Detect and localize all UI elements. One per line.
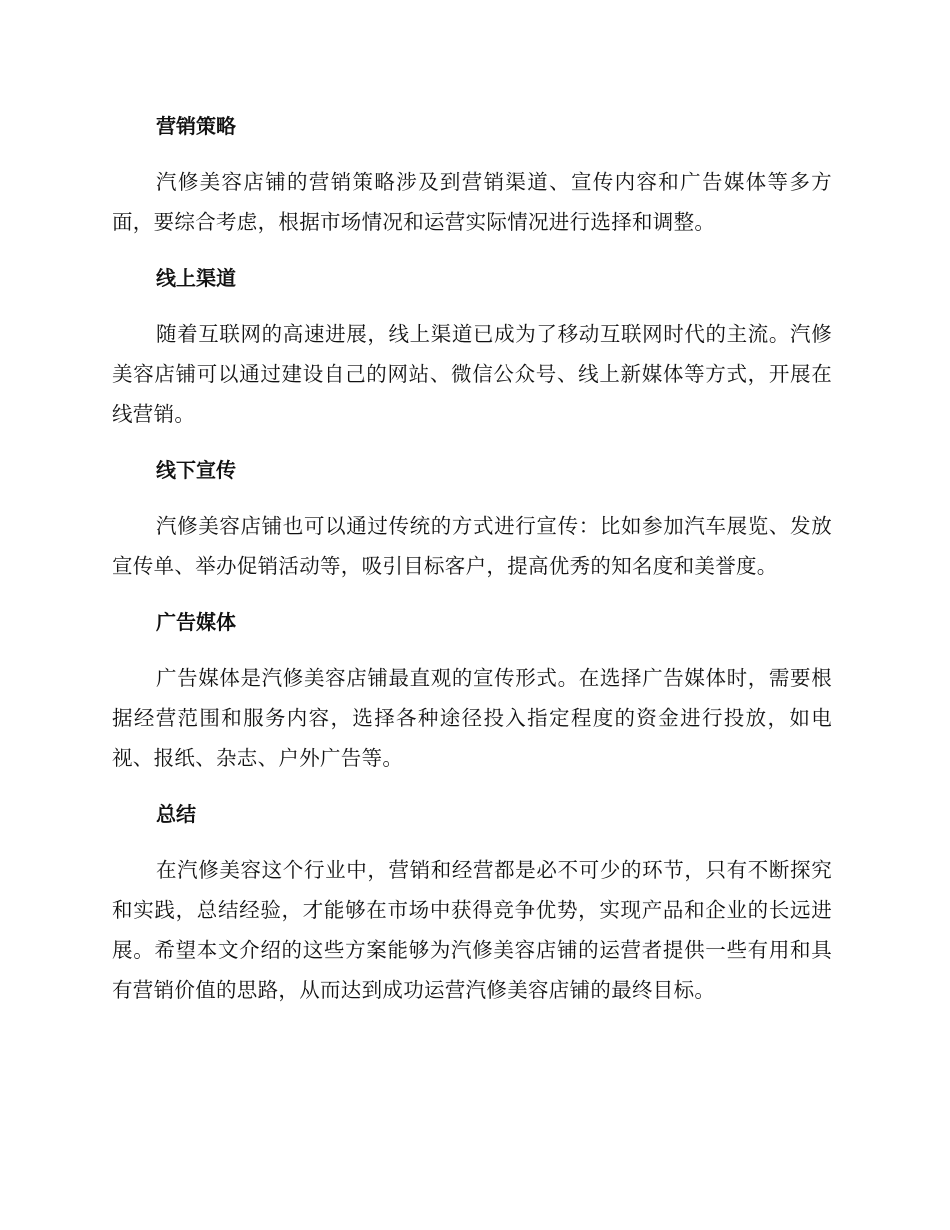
paragraph-advertising-media: 广告媒体是汽修美容店铺最直观的宣传形式。在选择广告媒体时，需要根据经营范围和服务内容，选择各种途径投入指定程度的资金进行投放，如电视、报纸、杂志、户外广告等。 [112,666,832,770]
section-heading-marketing-strategy: 营销策略 [156,114,236,138]
paragraph-summary: 在汽修美容这个行业中，营销和经营都是必不可少的环节，只有不断探究和实践，总结经验，才能够在市场中获得竞争优势，实现产品和企业的长远进展。希望本文介绍的这些方案能够为汽修美容店铺的运营者提供一些有用和具有营销价值的思路，从而达到成功运营汽修美容店铺的最终目标。 [112,858,832,1002]
section-heading-advertising-media: 广告媒体 [156,610,236,634]
section-heading-summary: 总结 [156,802,196,826]
document-page [112,110,832,1030]
section-heading-online-channels: 线上渠道 [156,266,236,290]
section-heading-offline-promotion: 线下宣传 [156,458,236,482]
paragraph-marketing-strategy: 汽修美容店铺的营销策略涉及到营销渠道、宣传内容和广告媒体等多方面，要综合考虑，根据市场情况和运营实际情况进行选择和调整。 [112,170,832,234]
paragraph-online-channels: 随着互联网的高速进展，线上渠道已成为了移动互联网时代的主流。汽修美容店铺可以通过建设自己的网站、微信公众号、线上新媒体等方式，开展在线营销。 [112,322,832,426]
paragraph-offline-promotion: 汽修美容店铺也可以通过传统的方式进行宣传：比如参加汽车展览、发放宣传单、举办促销活动等，吸引目标客户，提高优秀的知名度和美誉度。 [112,514,832,578]
